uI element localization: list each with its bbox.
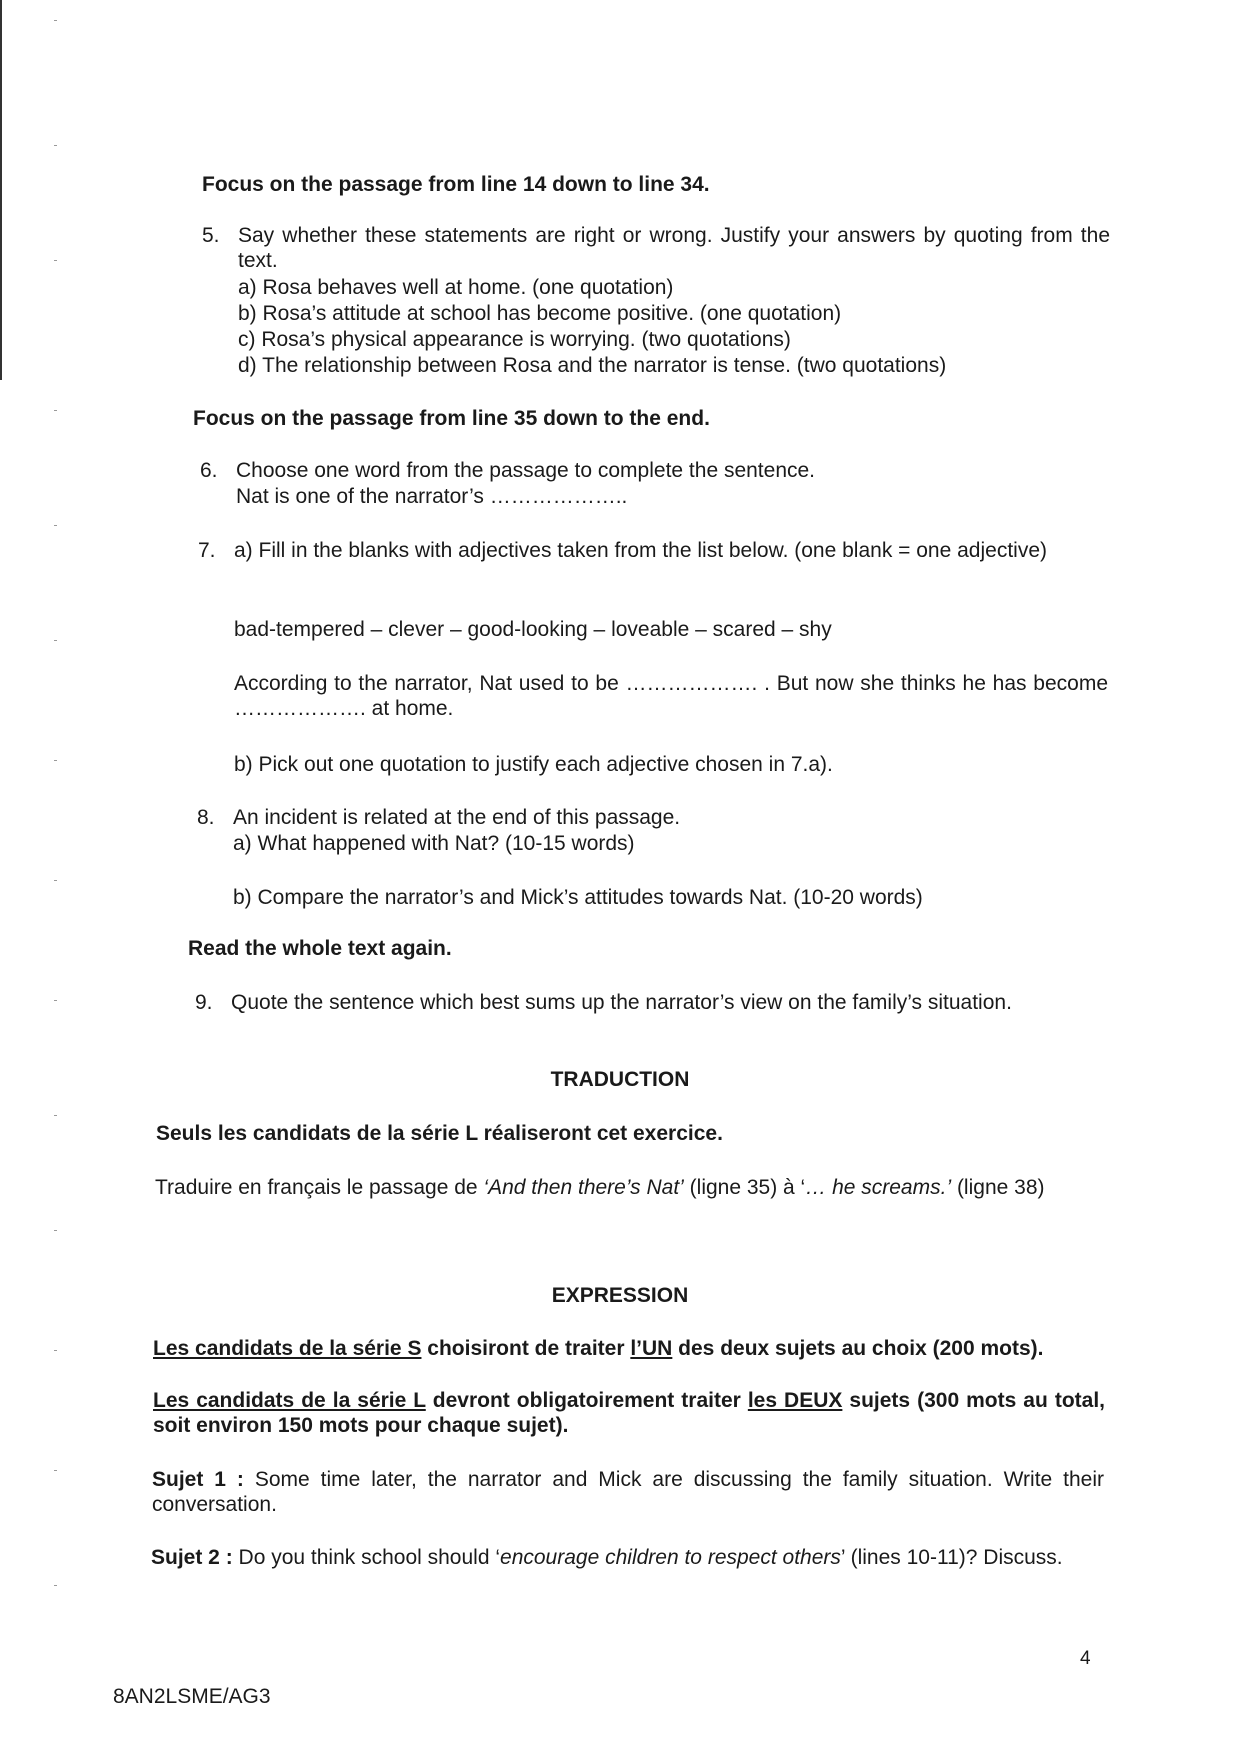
serie-s-label: Les candidats de la série S (153, 1337, 422, 1360)
margin-tick (54, 1350, 57, 1351)
margin-tick (54, 145, 57, 146)
margin-tick (54, 640, 57, 641)
sujet-1-text: Some time later, the narrator and Mick are discussing the family situation. Write their conversation. (152, 1468, 1105, 1516)
margin-tick (54, 1230, 57, 1231)
sujet-2-start: Do you think school should ‘ (232, 1546, 501, 1569)
focus-heading-2: Focus on the passage from line 35 down to the end. (193, 407, 710, 430)
exam-code: 8AN2LSME/AG3 (113, 1685, 271, 1708)
question-8b: b) Compare the narrator’s and Mick’s attitudes towards Nat. (10-20 words) (233, 886, 923, 909)
serie-s-end: des deux sujets au choix (200 mots). (672, 1337, 1044, 1360)
traduction-instruction (155, 1175, 1107, 1200)
sujet-2 (151, 1545, 1103, 1570)
serie-l-text: devront obligatoirement traiter (425, 1389, 748, 1412)
margin-tick (54, 410, 57, 411)
question-7a-stem: a) Fill in the blanks with adjectives taken from the list below. (one blank = one adjective) (234, 539, 1048, 562)
margin-tick (54, 260, 57, 261)
question-8-number: 8. (197, 806, 215, 829)
adjective-list: bad-tempered – clever – good-looking – loveable – scared – shy (234, 618, 832, 641)
margin-tick (54, 1000, 57, 1001)
margin-tick (54, 1115, 57, 1116)
question-5-number: 5. (202, 224, 220, 247)
question-7-number: 7. (198, 539, 216, 562)
question-9-number: 9. (195, 991, 213, 1014)
margin-tick (54, 760, 57, 761)
scan-edge-line (0, 0, 2, 380)
traduction-from-quote: ‘And then there’s Nat’ (483, 1176, 684, 1199)
serie-s-text: choisiront de traiter (421, 1337, 631, 1360)
margin-tick (54, 20, 57, 21)
sujet-1-label: Sujet 1 : (152, 1468, 244, 1491)
question-7b: b) Pick out one quotation to justify each adjective chosen in 7.a). (234, 753, 833, 776)
traduction-instruction-mid: (ligne 35) à ‘ (683, 1176, 806, 1199)
traduction-title: TRADUCTION (550, 1068, 690, 1091)
page-number: 4 (1080, 1648, 1091, 1669)
margin-tick (54, 525, 57, 526)
question-6-number: 6. (200, 459, 218, 482)
margin-tick (54, 1585, 57, 1586)
traduction-instruction-end: (ligne 38) (951, 1176, 1045, 1199)
question-5-stem: Say whether these statements are right or wrong. Justify your answers by quoting from the text. (238, 224, 1110, 272)
serie-l-label: Les candidats de la série L (153, 1389, 426, 1412)
sujet-2-label: Sujet 2 : (151, 1546, 233, 1569)
question-8a: a) What happened with Nat? (10-15 words) (233, 832, 635, 855)
traduction-to-quote: … he screams.’ (805, 1176, 952, 1199)
sujet-2-quote: encourage children to respect others (500, 1546, 841, 1569)
focus-heading-1: Focus on the passage from line 14 down to line 34. (202, 173, 710, 196)
read-again-heading: Read the whole text again. (188, 937, 452, 960)
sujet-2-end: ’ (lines 10-11)? Discuss. (840, 1546, 1063, 1569)
question-6-line2: Nat is one of the narrator’s ……………….. (236, 485, 628, 508)
sujet-1 (152, 1467, 1104, 1517)
serie-l-end: sujets (300 mots au total, soit environ 150 mots pour chaque sujet). (153, 1389, 1105, 1437)
traduction-subtitle: Seuls les candidats de la série L réaliseront cet exercice. (156, 1122, 723, 1145)
question-5b: b) Rosa’s attitude at school has become positive. (one quotation) (238, 302, 842, 325)
serie-l-choice: les DEUX (747, 1389, 843, 1412)
question-5a: a) Rosa behaves well at home. (one quotation) (238, 276, 674, 299)
traduction-instruction-start: Traduire en français le passage de (155, 1176, 484, 1199)
question-6-line1: Choose one word from the passage to complete the sentence. (236, 459, 816, 482)
expression-title: EXPRESSION (551, 1284, 689, 1307)
question-5d: d) The relationship between Rosa and the narrator is tense. (two quotations) (238, 354, 947, 377)
serie-s-choice: l’UN (630, 1337, 673, 1360)
margin-tick (54, 880, 57, 881)
expression-serie-l (153, 1388, 1105, 1438)
question-5c: c) Rosa’s physical appearance is worrying. (two quotations) (238, 328, 791, 351)
question-9-text: Quote the sentence which best sums up the narrator’s view on the family’s situation. (231, 991, 1012, 1014)
margin-tick (54, 1470, 57, 1471)
expression-serie-s (153, 1336, 1105, 1361)
question-8-stem: An incident is related at the end of this passage. (233, 806, 681, 829)
question-7a-sentence: According to the narrator, Nat used to be ………………. . But now she thinks he has become ………………. at home. (234, 672, 1108, 720)
